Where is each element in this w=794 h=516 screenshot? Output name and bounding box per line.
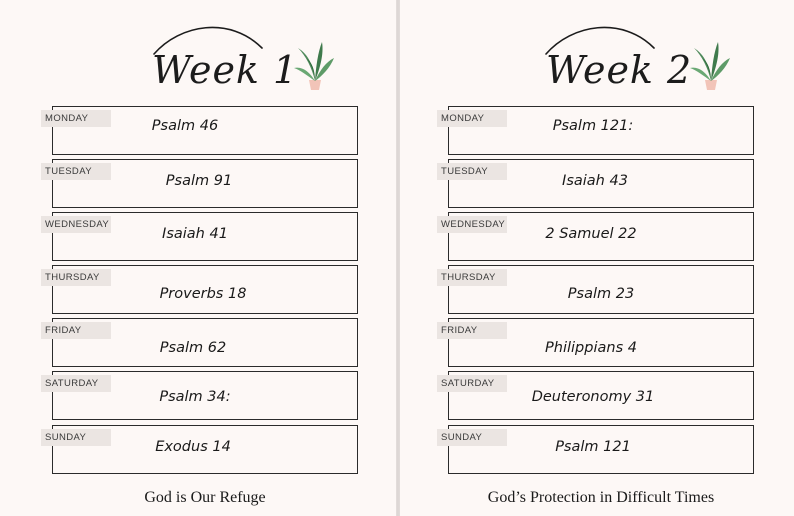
potted-plant-icon [292, 40, 338, 92]
reading-text: Psalm 121 [555, 439, 631, 455]
reading-text: Proverbs 18 [159, 286, 247, 302]
day-label: THURSDAY [437, 269, 507, 286]
day-label: MONDAY [41, 110, 111, 127]
week-1-page [0, 0, 396, 516]
reading-text: Psalm 46 [151, 118, 219, 134]
reading-text: Psalm 62 [159, 340, 227, 356]
day-label: FRIDAY [437, 322, 507, 339]
day-label: TUESDAY [437, 163, 507, 180]
week-title: Week 2 [546, 48, 693, 92]
day-label: TUESDAY [41, 163, 111, 180]
week-2-page [400, 0, 794, 516]
day-label: FRIDAY [41, 322, 111, 339]
reading-text: Psalm 34: [159, 389, 231, 405]
reading-text: Exodus 14 [155, 439, 231, 455]
day-label: SATURDAY [437, 375, 507, 392]
day-label: MONDAY [437, 110, 507, 127]
reading-text: Isaiah 43 [562, 173, 628, 189]
potted-plant-icon [688, 40, 734, 92]
reading-text: 2 Samuel 22 [545, 226, 637, 242]
reading-text: Psalm 121: [552, 118, 634, 134]
day-label: WEDNESDAY [437, 216, 507, 233]
page-footer-theme: God’s Protection in Difficult Times [487, 489, 715, 506]
week-title: Week 1 [152, 48, 299, 92]
page-footer-theme: God is Our Refuge [144, 489, 266, 506]
day-label: SATURDAY [41, 375, 111, 392]
reading-text: Isaiah 41 [162, 226, 228, 242]
day-label: WEDNESDAY [41, 216, 111, 233]
reading-text: Deuteronomy 31 [531, 389, 655, 405]
day-label: THURSDAY [41, 269, 111, 286]
day-label: SUNDAY [41, 429, 111, 446]
reading-text: Philippians 4 [545, 340, 637, 356]
day-label: SUNDAY [437, 429, 507, 446]
reading-text: Psalm 23 [567, 286, 635, 302]
reading-text: Psalm 91 [165, 173, 233, 189]
